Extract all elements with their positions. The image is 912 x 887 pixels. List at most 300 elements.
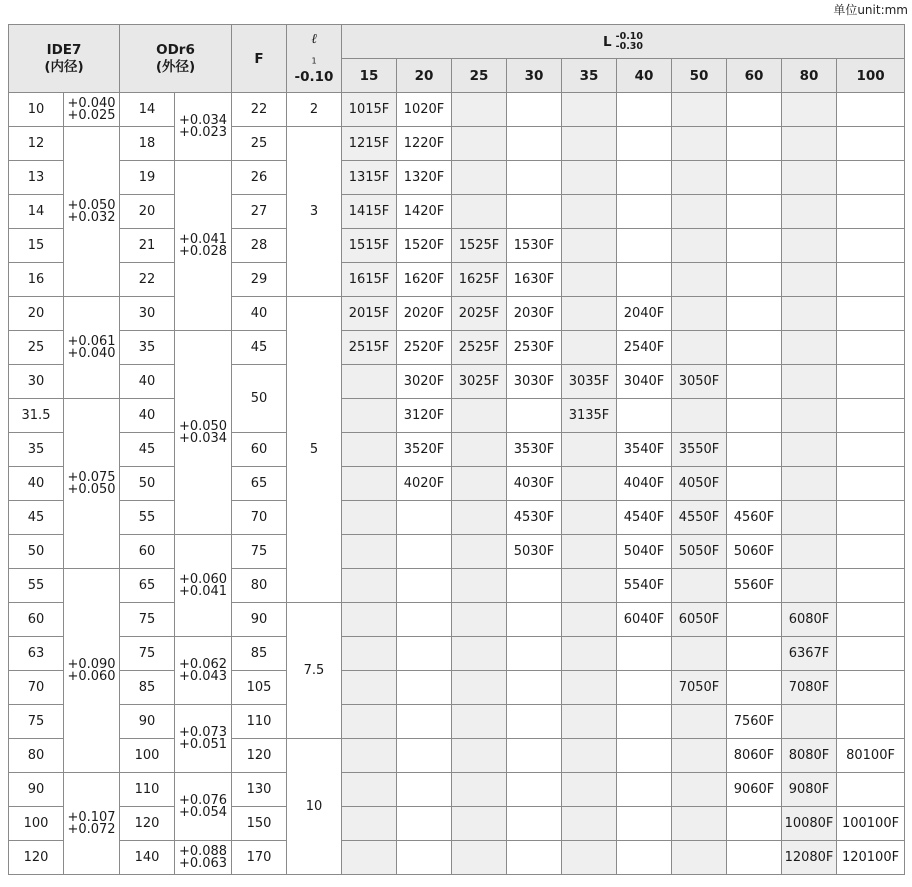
part-number-cell: 3540F bbox=[617, 433, 672, 467]
part-number-cell bbox=[782, 501, 837, 535]
f-cell: 26 bbox=[232, 161, 287, 195]
part-number-cell: 120100F bbox=[837, 841, 905, 875]
part-number-cell bbox=[617, 263, 672, 297]
part-number-cell: 3030F bbox=[507, 365, 562, 399]
part-number-cell bbox=[782, 467, 837, 501]
part-number-cell bbox=[837, 263, 905, 297]
f-cell: 27 bbox=[232, 195, 287, 229]
header-odr6: ODr6 (外径) bbox=[120, 25, 232, 93]
length-header-cell: 80 bbox=[782, 59, 837, 93]
part-number-cell bbox=[837, 467, 905, 501]
part-number-cell: 9080F bbox=[782, 773, 837, 807]
od-cell: 14 bbox=[120, 93, 175, 127]
part-number-cell bbox=[672, 263, 727, 297]
part-number-cell: 2040F bbox=[617, 297, 672, 331]
id-cell: 30 bbox=[9, 365, 64, 399]
f-cell: 130 bbox=[232, 773, 287, 807]
length-header-cell: 15 bbox=[342, 59, 397, 93]
table-row bbox=[9, 433, 905, 467]
part-number-cell bbox=[452, 161, 507, 195]
od-cell: 90 bbox=[120, 705, 175, 739]
part-number-cell bbox=[617, 93, 672, 127]
id-tolerance-cell: +0.050 +0.032 bbox=[64, 127, 120, 297]
part-number-cell: 2015F bbox=[342, 297, 397, 331]
od-cell: 140 bbox=[120, 841, 175, 875]
part-number-cell: 5050F bbox=[672, 535, 727, 569]
part-number-cell bbox=[507, 739, 562, 773]
part-number-cell bbox=[452, 467, 507, 501]
part-number-cell bbox=[507, 569, 562, 603]
part-number-cell: 2525F bbox=[452, 331, 507, 365]
od-cell: 30 bbox=[120, 297, 175, 331]
part-number-cell bbox=[562, 433, 617, 467]
part-number-cell bbox=[617, 399, 672, 433]
part-number-cell bbox=[507, 161, 562, 195]
part-number-cell bbox=[727, 263, 782, 297]
part-number-cell bbox=[617, 739, 672, 773]
table-row bbox=[9, 637, 905, 671]
part-number-cell bbox=[452, 739, 507, 773]
table-row bbox=[9, 603, 905, 637]
table-row bbox=[9, 705, 905, 739]
part-number-cell bbox=[507, 195, 562, 229]
part-number-cell: 6080F bbox=[782, 603, 837, 637]
id-cell: 75 bbox=[9, 705, 64, 739]
part-number-cell: 1525F bbox=[452, 229, 507, 263]
part-number-cell bbox=[672, 773, 727, 807]
table-row bbox=[9, 671, 905, 705]
part-number-cell bbox=[782, 399, 837, 433]
part-number-cell bbox=[837, 93, 905, 127]
part-number-cell bbox=[617, 637, 672, 671]
part-number-cell bbox=[617, 161, 672, 195]
part-number-cell bbox=[782, 705, 837, 739]
part-number-cell: 1320F bbox=[397, 161, 452, 195]
table-row bbox=[9, 467, 905, 501]
part-number-cell bbox=[727, 229, 782, 263]
part-number-cell bbox=[837, 297, 905, 331]
part-number-cell bbox=[452, 841, 507, 875]
od-cell: 35 bbox=[120, 331, 175, 365]
length-header-cell: 50 bbox=[672, 59, 727, 93]
f-cell: 75 bbox=[232, 535, 287, 569]
part-number-cell bbox=[672, 807, 727, 841]
part-number-cell bbox=[397, 807, 452, 841]
table-row bbox=[9, 841, 905, 875]
od-cell: 75 bbox=[120, 637, 175, 671]
part-number-cell bbox=[507, 637, 562, 671]
part-number-cell bbox=[837, 569, 905, 603]
part-number-cell bbox=[397, 739, 452, 773]
id-tolerance-cell: +0.040 +0.025 bbox=[64, 93, 120, 127]
id-cell: 63 bbox=[9, 637, 64, 671]
part-number-cell bbox=[452, 501, 507, 535]
od-cell: 45 bbox=[120, 433, 175, 467]
part-number-cell bbox=[507, 93, 562, 127]
part-number-cell bbox=[727, 297, 782, 331]
part-number-cell bbox=[342, 365, 397, 399]
part-number-cell bbox=[617, 773, 672, 807]
od-tolerance-cell: +0.076 +0.054 bbox=[175, 773, 232, 841]
od-tolerance-cell: +0.060 +0.041 bbox=[175, 535, 232, 637]
header-ide7: IDE7 (内径) bbox=[9, 25, 120, 93]
f-cell: 25 bbox=[232, 127, 287, 161]
part-number-cell: 3135F bbox=[562, 399, 617, 433]
part-number-cell: 9060F bbox=[727, 773, 782, 807]
od-cell: 110 bbox=[120, 773, 175, 807]
id-cell: 31.5 bbox=[9, 399, 64, 433]
part-number-cell bbox=[672, 739, 727, 773]
part-number-cell: 3120F bbox=[397, 399, 452, 433]
od-cell: 18 bbox=[120, 127, 175, 161]
part-number-cell: 3035F bbox=[562, 365, 617, 399]
table-row bbox=[9, 331, 905, 365]
part-number-cell bbox=[452, 535, 507, 569]
part-number-cell: 12080F bbox=[782, 841, 837, 875]
part-number-cell bbox=[452, 807, 507, 841]
l1-cell: 2 bbox=[287, 93, 342, 127]
od-cell: 60 bbox=[120, 535, 175, 569]
part-number-cell bbox=[727, 603, 782, 637]
header-f: F bbox=[232, 25, 287, 93]
part-number-cell bbox=[397, 501, 452, 535]
id-cell: 120 bbox=[9, 841, 64, 875]
od-cell: 65 bbox=[120, 569, 175, 603]
part-number-cell: 3530F bbox=[507, 433, 562, 467]
id-cell: 25 bbox=[9, 331, 64, 365]
part-number-cell bbox=[782, 93, 837, 127]
spec-table bbox=[8, 24, 905, 875]
part-number-cell: 1315F bbox=[342, 161, 397, 195]
part-number-cell bbox=[782, 195, 837, 229]
part-number-cell bbox=[562, 161, 617, 195]
part-number-cell: 3050F bbox=[672, 365, 727, 399]
part-number-cell bbox=[782, 263, 837, 297]
table-row bbox=[9, 569, 905, 603]
part-number-cell: 1520F bbox=[397, 229, 452, 263]
part-number-cell bbox=[562, 569, 617, 603]
od-cell: 120 bbox=[120, 807, 175, 841]
part-number-cell bbox=[342, 603, 397, 637]
part-number-cell bbox=[617, 127, 672, 161]
id-cell: 16 bbox=[9, 263, 64, 297]
part-number-cell bbox=[727, 433, 782, 467]
part-number-cell: 1020F bbox=[397, 93, 452, 127]
part-number-cell bbox=[562, 501, 617, 535]
part-number-cell bbox=[782, 433, 837, 467]
part-number-cell: 1015F bbox=[342, 93, 397, 127]
part-number-cell bbox=[507, 127, 562, 161]
od-cell: 75 bbox=[120, 603, 175, 637]
part-number-cell bbox=[562, 467, 617, 501]
length-header-cell: 20 bbox=[397, 59, 452, 93]
id-cell: 60 bbox=[9, 603, 64, 637]
part-number-cell: 3025F bbox=[452, 365, 507, 399]
part-number-cell bbox=[837, 195, 905, 229]
id-cell: 35 bbox=[9, 433, 64, 467]
part-number-cell: 1420F bbox=[397, 195, 452, 229]
length-header-cell: 25 bbox=[452, 59, 507, 93]
id-tolerance-cell: +0.061 +0.040 bbox=[64, 297, 120, 399]
part-number-cell bbox=[342, 399, 397, 433]
part-number-cell bbox=[727, 841, 782, 875]
part-number-cell bbox=[837, 603, 905, 637]
part-number-cell bbox=[452, 569, 507, 603]
part-number-cell bbox=[507, 773, 562, 807]
od-cell: 19 bbox=[120, 161, 175, 195]
table-row bbox=[9, 263, 905, 297]
part-number-cell: 2515F bbox=[342, 331, 397, 365]
id-cell: 45 bbox=[9, 501, 64, 535]
part-number-cell bbox=[672, 569, 727, 603]
unit-label: 单位unit:mm bbox=[833, 3, 908, 17]
od-cell: 55 bbox=[120, 501, 175, 535]
part-number-cell bbox=[672, 331, 727, 365]
part-number-cell bbox=[617, 841, 672, 875]
part-number-cell bbox=[507, 841, 562, 875]
od-cell: 85 bbox=[120, 671, 175, 705]
id-cell: 80 bbox=[9, 739, 64, 773]
part-number-cell: 7560F bbox=[727, 705, 782, 739]
part-number-cell: 5030F bbox=[507, 535, 562, 569]
part-number-cell bbox=[782, 331, 837, 365]
part-number-cell bbox=[837, 501, 905, 535]
od-cell: 50 bbox=[120, 467, 175, 501]
part-number-cell bbox=[452, 433, 507, 467]
part-number-cell bbox=[342, 501, 397, 535]
f-cell: 45 bbox=[232, 331, 287, 365]
part-number-cell: 3020F bbox=[397, 365, 452, 399]
part-number-cell bbox=[562, 535, 617, 569]
l1-cell: 3 bbox=[287, 127, 342, 297]
part-number-cell bbox=[452, 127, 507, 161]
od-tolerance-cell: +0.050 +0.034 bbox=[175, 331, 232, 535]
part-number-cell bbox=[782, 229, 837, 263]
part-number-cell bbox=[672, 399, 727, 433]
table-row bbox=[9, 739, 905, 773]
part-number-cell bbox=[507, 807, 562, 841]
part-number-cell bbox=[672, 637, 727, 671]
part-number-cell bbox=[562, 807, 617, 841]
f-cell: 105 bbox=[232, 671, 287, 705]
od-cell: 22 bbox=[120, 263, 175, 297]
id-cell: 100 bbox=[9, 807, 64, 841]
table-row bbox=[9, 229, 905, 263]
part-number-cell bbox=[452, 603, 507, 637]
part-number-cell: 3520F bbox=[397, 433, 452, 467]
part-number-cell: 5060F bbox=[727, 535, 782, 569]
part-number-cell: 5040F bbox=[617, 535, 672, 569]
part-number-cell: 1620F bbox=[397, 263, 452, 297]
id-cell: 20 bbox=[9, 297, 64, 331]
f-cell: 50 bbox=[232, 365, 287, 433]
part-number-cell bbox=[452, 671, 507, 705]
part-number-cell bbox=[562, 127, 617, 161]
table-row bbox=[9, 195, 905, 229]
part-number-cell bbox=[782, 127, 837, 161]
od-cell: 40 bbox=[120, 399, 175, 433]
header-length: L -0.10 -0.30 bbox=[342, 25, 905, 59]
table-row bbox=[9, 501, 905, 535]
part-number-cell bbox=[342, 841, 397, 875]
part-number-cell bbox=[837, 535, 905, 569]
part-number-cell bbox=[727, 161, 782, 195]
l1-cell: 5 bbox=[287, 297, 342, 603]
part-number-cell bbox=[727, 671, 782, 705]
part-number-cell bbox=[727, 637, 782, 671]
length-header-cell: 40 bbox=[617, 59, 672, 93]
part-number-cell: 2540F bbox=[617, 331, 672, 365]
f-cell: 120 bbox=[232, 739, 287, 773]
part-number-cell: 1215F bbox=[342, 127, 397, 161]
part-number-cell: 1530F bbox=[507, 229, 562, 263]
part-number-cell bbox=[837, 161, 905, 195]
part-number-cell: 10080F bbox=[782, 807, 837, 841]
od-cell: 21 bbox=[120, 229, 175, 263]
part-number-cell bbox=[342, 705, 397, 739]
part-number-cell bbox=[727, 399, 782, 433]
f-cell: 80 bbox=[232, 569, 287, 603]
id-tolerance-cell: +0.090 +0.060 bbox=[64, 569, 120, 773]
id-cell: 55 bbox=[9, 569, 64, 603]
part-number-cell: 3550F bbox=[672, 433, 727, 467]
part-number-cell: 8080F bbox=[782, 739, 837, 773]
part-number-cell bbox=[727, 127, 782, 161]
part-number-cell bbox=[727, 195, 782, 229]
part-number-cell: 4550F bbox=[672, 501, 727, 535]
part-number-cell bbox=[837, 127, 905, 161]
part-number-cell bbox=[672, 161, 727, 195]
part-number-cell bbox=[837, 399, 905, 433]
od-tolerance-cell: +0.034 +0.023 bbox=[175, 93, 232, 161]
part-number-cell bbox=[397, 841, 452, 875]
part-number-cell: 5560F bbox=[727, 569, 782, 603]
table-row bbox=[9, 161, 905, 195]
part-number-cell: 7080F bbox=[782, 671, 837, 705]
part-number-cell bbox=[672, 127, 727, 161]
part-number-cell bbox=[562, 773, 617, 807]
f-cell: 85 bbox=[232, 637, 287, 671]
part-number-cell: 4540F bbox=[617, 501, 672, 535]
part-number-cell bbox=[782, 535, 837, 569]
part-number-cell bbox=[452, 637, 507, 671]
table-row bbox=[9, 535, 905, 569]
table-row bbox=[9, 399, 905, 433]
part-number-cell bbox=[837, 433, 905, 467]
part-number-cell: 7050F bbox=[672, 671, 727, 705]
part-number-cell bbox=[727, 365, 782, 399]
part-number-cell bbox=[452, 195, 507, 229]
part-number-cell bbox=[672, 705, 727, 739]
part-number-cell: 2030F bbox=[507, 297, 562, 331]
part-number-cell: 1220F bbox=[397, 127, 452, 161]
f-cell: 65 bbox=[232, 467, 287, 501]
part-number-cell: 2520F bbox=[397, 331, 452, 365]
part-number-cell bbox=[672, 229, 727, 263]
part-number-cell: 4030F bbox=[507, 467, 562, 501]
length-header-cell: 30 bbox=[507, 59, 562, 93]
part-number-cell bbox=[342, 671, 397, 705]
part-number-cell bbox=[397, 603, 452, 637]
part-number-cell bbox=[727, 467, 782, 501]
od-tolerance-cell: +0.073 +0.051 bbox=[175, 705, 232, 773]
part-number-cell: 1615F bbox=[342, 263, 397, 297]
part-number-cell bbox=[452, 93, 507, 127]
part-number-cell bbox=[782, 161, 837, 195]
id-cell: 13 bbox=[9, 161, 64, 195]
part-number-cell bbox=[342, 569, 397, 603]
part-number-cell bbox=[342, 535, 397, 569]
part-number-cell: 4020F bbox=[397, 467, 452, 501]
part-number-cell bbox=[837, 229, 905, 263]
part-number-cell bbox=[727, 807, 782, 841]
od-tolerance-cell: +0.041 +0.028 bbox=[175, 161, 232, 331]
part-number-cell: 3040F bbox=[617, 365, 672, 399]
part-number-cell bbox=[672, 93, 727, 127]
id-tolerance-cell: +0.107 +0.072 bbox=[64, 773, 120, 875]
part-number-cell bbox=[562, 841, 617, 875]
part-number-cell: 1630F bbox=[507, 263, 562, 297]
part-number-cell bbox=[562, 739, 617, 773]
part-number-cell bbox=[452, 399, 507, 433]
part-number-cell bbox=[782, 297, 837, 331]
part-number-cell bbox=[507, 671, 562, 705]
f-cell: 40 bbox=[232, 297, 287, 331]
part-number-cell: 5540F bbox=[617, 569, 672, 603]
part-number-cell bbox=[617, 229, 672, 263]
id-cell: 50 bbox=[9, 535, 64, 569]
part-number-cell bbox=[617, 807, 672, 841]
id-cell: 15 bbox=[9, 229, 64, 263]
part-number-cell bbox=[727, 93, 782, 127]
table-row bbox=[9, 807, 905, 841]
part-number-cell: 4050F bbox=[672, 467, 727, 501]
id-cell: 40 bbox=[9, 467, 64, 501]
part-number-cell bbox=[562, 671, 617, 705]
part-number-cell bbox=[617, 705, 672, 739]
id-cell: 14 bbox=[9, 195, 64, 229]
part-number-cell: 100100F bbox=[837, 807, 905, 841]
part-number-cell bbox=[562, 331, 617, 365]
od-cell: 40 bbox=[120, 365, 175, 399]
part-number-cell bbox=[672, 195, 727, 229]
part-number-cell: 1415F bbox=[342, 195, 397, 229]
part-number-cell bbox=[837, 671, 905, 705]
f-cell: 170 bbox=[232, 841, 287, 875]
part-number-cell bbox=[672, 841, 727, 875]
part-number-cell bbox=[782, 365, 837, 399]
part-number-cell bbox=[562, 93, 617, 127]
table-row bbox=[9, 297, 905, 331]
part-number-cell bbox=[342, 807, 397, 841]
table-row bbox=[9, 93, 905, 127]
part-number-cell bbox=[562, 229, 617, 263]
part-number-cell: 1515F bbox=[342, 229, 397, 263]
part-number-cell: 6367F bbox=[782, 637, 837, 671]
part-number-cell bbox=[837, 331, 905, 365]
length-header-cell: 35 bbox=[562, 59, 617, 93]
f-cell: 29 bbox=[232, 263, 287, 297]
part-number-cell bbox=[562, 603, 617, 637]
id-tolerance-cell: +0.075 +0.050 bbox=[64, 399, 120, 569]
od-tolerance-cell: +0.088 +0.063 bbox=[175, 841, 232, 875]
part-number-cell bbox=[342, 433, 397, 467]
f-cell: 22 bbox=[232, 93, 287, 127]
part-number-cell bbox=[837, 705, 905, 739]
part-number-cell bbox=[397, 705, 452, 739]
id-cell: 10 bbox=[9, 93, 64, 127]
part-number-cell: 1625F bbox=[452, 263, 507, 297]
